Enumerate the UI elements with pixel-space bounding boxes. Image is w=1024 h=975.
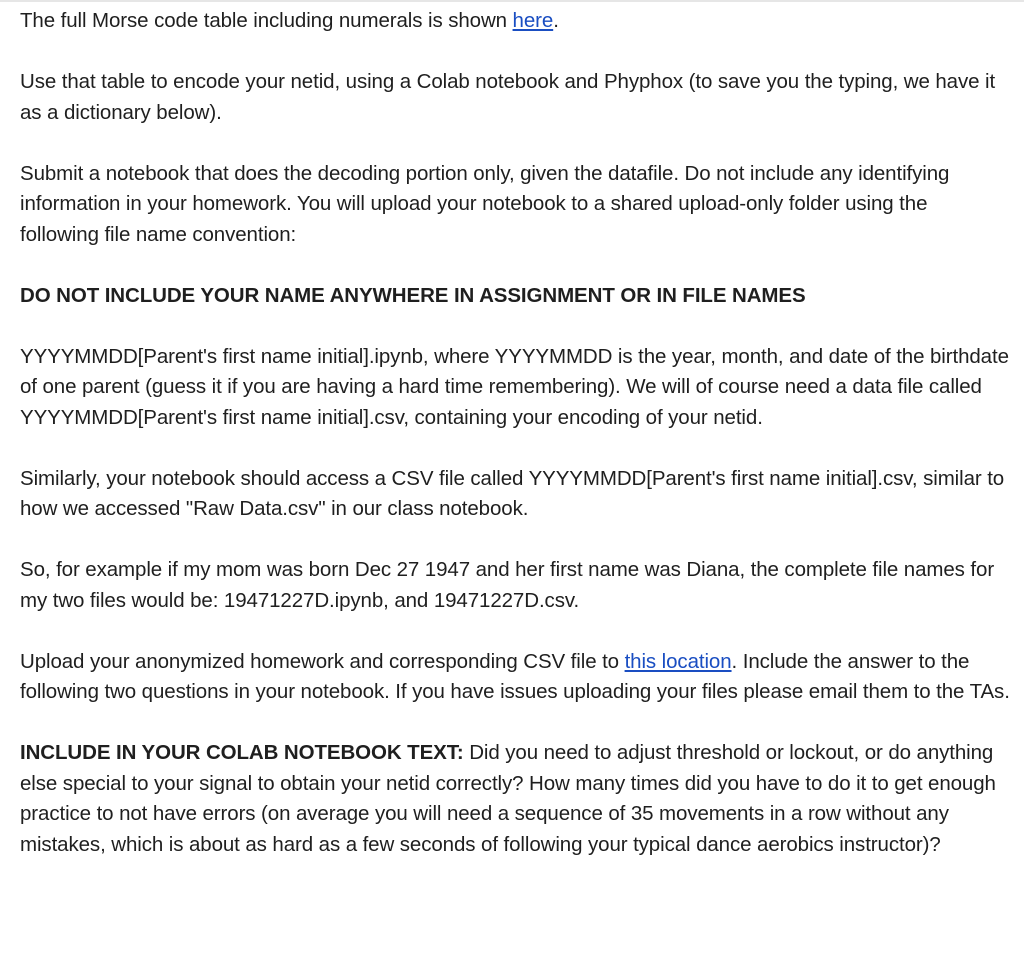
assignment-instructions xyxy=(20,6,1010,860)
upload-text: Upload your anonymized homework and corresponding CSV file to xyxy=(20,649,625,673)
morse-table-period: . xyxy=(553,9,559,32)
encode-netid-paragraph: Use that table to encode your netid, using a Colab notebook and Phyphox (to save you the typing, we have it as a dictionary below). xyxy=(20,70,996,124)
example-paragraph: So, for example if my mom was born Dec 27 1947 and her first name was Diana, the complete file names for my two files would be: 19471227D.ipynb, and 19471227D.csv. xyxy=(20,558,995,612)
upload-text-continued: . Include the answer to the following two questions in your notebook. If you have issues uploading your files please email them to the TAs. xyxy=(20,649,1010,703)
no-name-warning xyxy=(20,281,1010,312)
morse-table-link[interactable]: here xyxy=(512,9,554,32)
file-name-convention-paragraph: YYYYMMDD[Parent's first name initial].ipynb, where YYYYMMDD is the year, month, and date of the birthdate of one parent (guess it if you are having a hard time remembering). We will of course need a data file called YYYYMMDD[Parent's first name initial].csv, containing your encoding of your netid. xyxy=(20,344,1009,429)
csv-access-paragraph: Similarly, your notebook should access a CSV file called YYYYMMDD[Parent's first name initial].csv, similar to how we accessed "Raw Data.csv" in our class notebook. xyxy=(20,466,1005,520)
colab-questions-paragraph xyxy=(20,738,1010,860)
upload-location-link[interactable]: this location xyxy=(624,649,732,673)
upload-paragraph xyxy=(20,647,1010,708)
submit-notebook-paragraph: Submit a notebook that does the decoding portion only, given the datafile. Do not include any identifying information in your homework. You will upload your notebook to a shared upload-only folder using the following file name convention: xyxy=(20,161,950,246)
no-name-warning-text: DO NOT INCLUDE YOUR NAME ANYWHERE IN ASSIGNMENT OR IN FILE NAMES xyxy=(20,283,806,307)
morse-table-paragraph xyxy=(20,6,1010,37)
morse-table-text: The full Morse code table including numerals is shown xyxy=(20,9,513,32)
colab-questions-text: Did you need to adjust threshold or lockout, or do anything else special to your signal to obtain your netid correctly? How many times did you have to do it to get enough practice to not have errors (on average you will need a sequence of 35 movements in a row without any mistakes, which is about as hard as a few seconds of following your typical dance aerobics instructor)? xyxy=(20,741,996,856)
colab-questions-heading: INCLUDE IN YOUR COLAB NOTEBOOK TEXT: xyxy=(20,741,464,764)
top-divider xyxy=(0,0,1024,2)
